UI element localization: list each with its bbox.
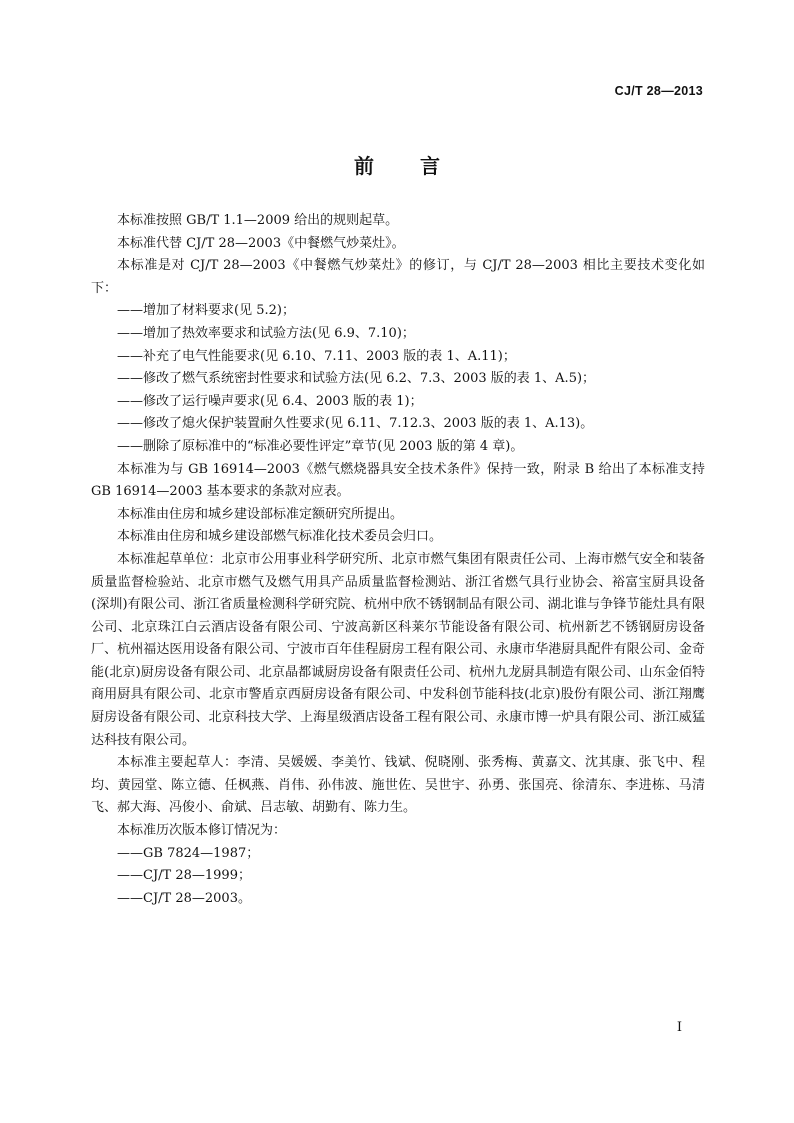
paragraph: 本标准代替 CJ/T 28—2003《中餐燃气炒菜灶》。 xyxy=(117,235,405,251)
paragraph: 本标准由住房和城乡建设部标准定额研究所提出。 xyxy=(117,506,404,522)
list-item: ——增加了材料要求(见 5.2)； xyxy=(117,303,295,319)
drafting-units: 本标准起草单位：北京市公用事业科学研究所、北京市燃气集团有限责任公司、上海市燃气安全和装备质量监督检验站、北京市燃气及燃气用具产品质量监督检测站、浙江省燃气具行业协会、裕富宝厨具设备(深圳)有限公司、浙江省质量检测科学研究院、杭州中欣不锈钢制品有限公司、湖北谁与争锋节能灶具有限公司、北京珠江白云酒店设备有限公司、宁波高新区科莱尔节能设备有限公司、杭州新艺不锈钢厨房设备厂、杭州福达医用设备有限公司、宁波市百年佳程厨房工程有限公司、永康市华港厨具配件有限公司、金奇能(北京)厨房设备有限公司、北京晶都诚厨房设备有限责任公司、杭州九龙厨具制造有限公司、山东金佰特商用厨具有限公司、北京市警盾京西厨房设备有限公司、中发科创节能科技(北京)股份有限公司、浙江翔鹰厨房设备有限公司、北京科技大学、上海星级酒店设备工程有限公司、永康市博一炉具有限公司、浙江威猛达科技有限公司。 xyxy=(91,551,705,748)
page-number: I xyxy=(676,1020,682,1035)
paragraph: 本标准历次版本修订情况为： xyxy=(117,823,287,839)
paragraph: 本标准由住房和城乡建设部燃气标准化技术委员会归口。 xyxy=(117,529,443,545)
paragraph: 本标准为与 GB 16914—2003《燃气燃烧器具安全技术条件》保持一致，附录 B 给出了本标准支持 GB 16914—2003 基本要求的条款对应表。 xyxy=(91,461,705,500)
list-item: ——删除了原标准中的“标准必要性评定”章节(见 2003 版的第 4 章)。 xyxy=(117,438,524,454)
list-item: ——补充了电气性能要求(见 6.10、7.11、2003 版的表 1、A.11)； xyxy=(117,348,516,364)
list-item: ——GB 7824—1987； xyxy=(117,845,260,861)
document-body xyxy=(91,210,705,910)
standard-code: CJ/T 28—2013 xyxy=(614,84,703,98)
drafters: 本标准主要起草人：李清、吴媛媛、李美竹、钱斌、倪晓刚、张秀梅、黄嘉文、沈其康、张飞中、程均、黄园堂、陈立德、任枫燕、肖伟、孙伟波、施世佐、吴世宇、孙勇、张国亮、徐清东、李进栋、马清飞、郝大海、冯俊小、俞斌、吕志敏、胡勤有、陈力生。 xyxy=(91,755,705,816)
list-item: ——CJ/T 28—2003。 xyxy=(117,890,251,906)
list-item: ——修改了熄火保护装置耐久性要求(见 6.11、7.12.3、2003 版的表 1、A.13)。 xyxy=(117,416,594,432)
list-item: ——修改了运行噪声要求(见 6.4、2003 版的表 1)； xyxy=(117,393,423,409)
paragraph: 本标准是对 CJ/T 28—2003《中餐燃气炒菜灶》的修订，与 CJ/T 28—2003 相比主要技术变化如下： xyxy=(91,258,705,296)
list-item: ——修改了燃气系统密封性要求和试验方法(见 6.2、7.3、2003 版的表 1、A.5)； xyxy=(117,371,596,387)
list-item: ——增加了热效率要求和试验方法(见 6.9、7.10)； xyxy=(117,325,415,341)
list-item: ——CJ/T 28—1999； xyxy=(117,868,251,884)
paragraph: 本标准按照 GB/T 1.1—2009 给出的规则起草。 xyxy=(117,213,399,228)
page-title: 前言 xyxy=(354,154,486,178)
